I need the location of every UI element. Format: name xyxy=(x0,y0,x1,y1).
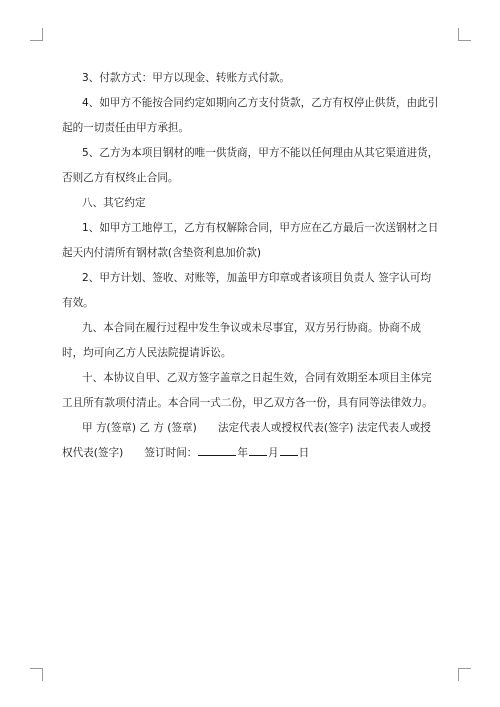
month-blank xyxy=(249,443,267,456)
crop-mark-bottom-right xyxy=(458,668,471,681)
paragraph-payment-method: 3、付款方式：甲方以现金、转账方式付款。 xyxy=(82,72,291,84)
year-label: 年 xyxy=(237,447,248,459)
signature-block xyxy=(62,416,440,466)
crop-mark-bottom-left xyxy=(30,668,43,681)
crop-mark-top-right xyxy=(458,28,471,41)
signature-line: 甲 方(签章) 乙 方 (签章) 法定代表人或授权代表(签字) 法定代表人或授权代表(签字) 签订时间： xyxy=(62,422,431,459)
paragraph-payment-default: 4、如甲方不能按合同约定如期向乙方支付货款，乙方有权停止供货，由此引起的一切责任由甲方承担。 xyxy=(62,97,439,134)
month-label: 月 xyxy=(267,447,279,459)
crop-mark-top-left xyxy=(30,28,43,41)
day-label: 日 xyxy=(298,447,310,459)
paragraph-site-stoppage: 1、如甲方工地停工，乙方有权解除合同，甲方应在乙方最后一次送钢材之日起天内付清所有钢材款(含垫资利息加价款) xyxy=(62,222,439,259)
document-body xyxy=(62,66,440,466)
year-blank xyxy=(198,443,236,456)
paragraph-dispute: 九、本合同在履行过程中发生争议或未尽事宜，双方另行协商。协商不成时，均可向乙方人民法院提请诉讼。 xyxy=(62,322,421,359)
paragraph-sign-off: 2、甲方计划、签收、对账等，加盖甲方印章或者该项目负责人 签字认可均有效。 xyxy=(62,272,432,309)
section-heading-other: 八、其它约定 xyxy=(82,197,146,209)
day-blank xyxy=(280,443,298,456)
paragraph-sole-supplier: 5、乙方为本项目钢材的唯一供货商，甲方不能以任何理由从其它渠道进货，否则乙方有权终止合同。 xyxy=(62,147,439,184)
paragraph-effective: 十、本协议自甲、乙双方签字盖章之日起生效，合同有效期至本项目主体完工且所有款项付清止。本合同一式二份，甲乙双方各一份，具有同等法律效力。 xyxy=(62,372,433,409)
